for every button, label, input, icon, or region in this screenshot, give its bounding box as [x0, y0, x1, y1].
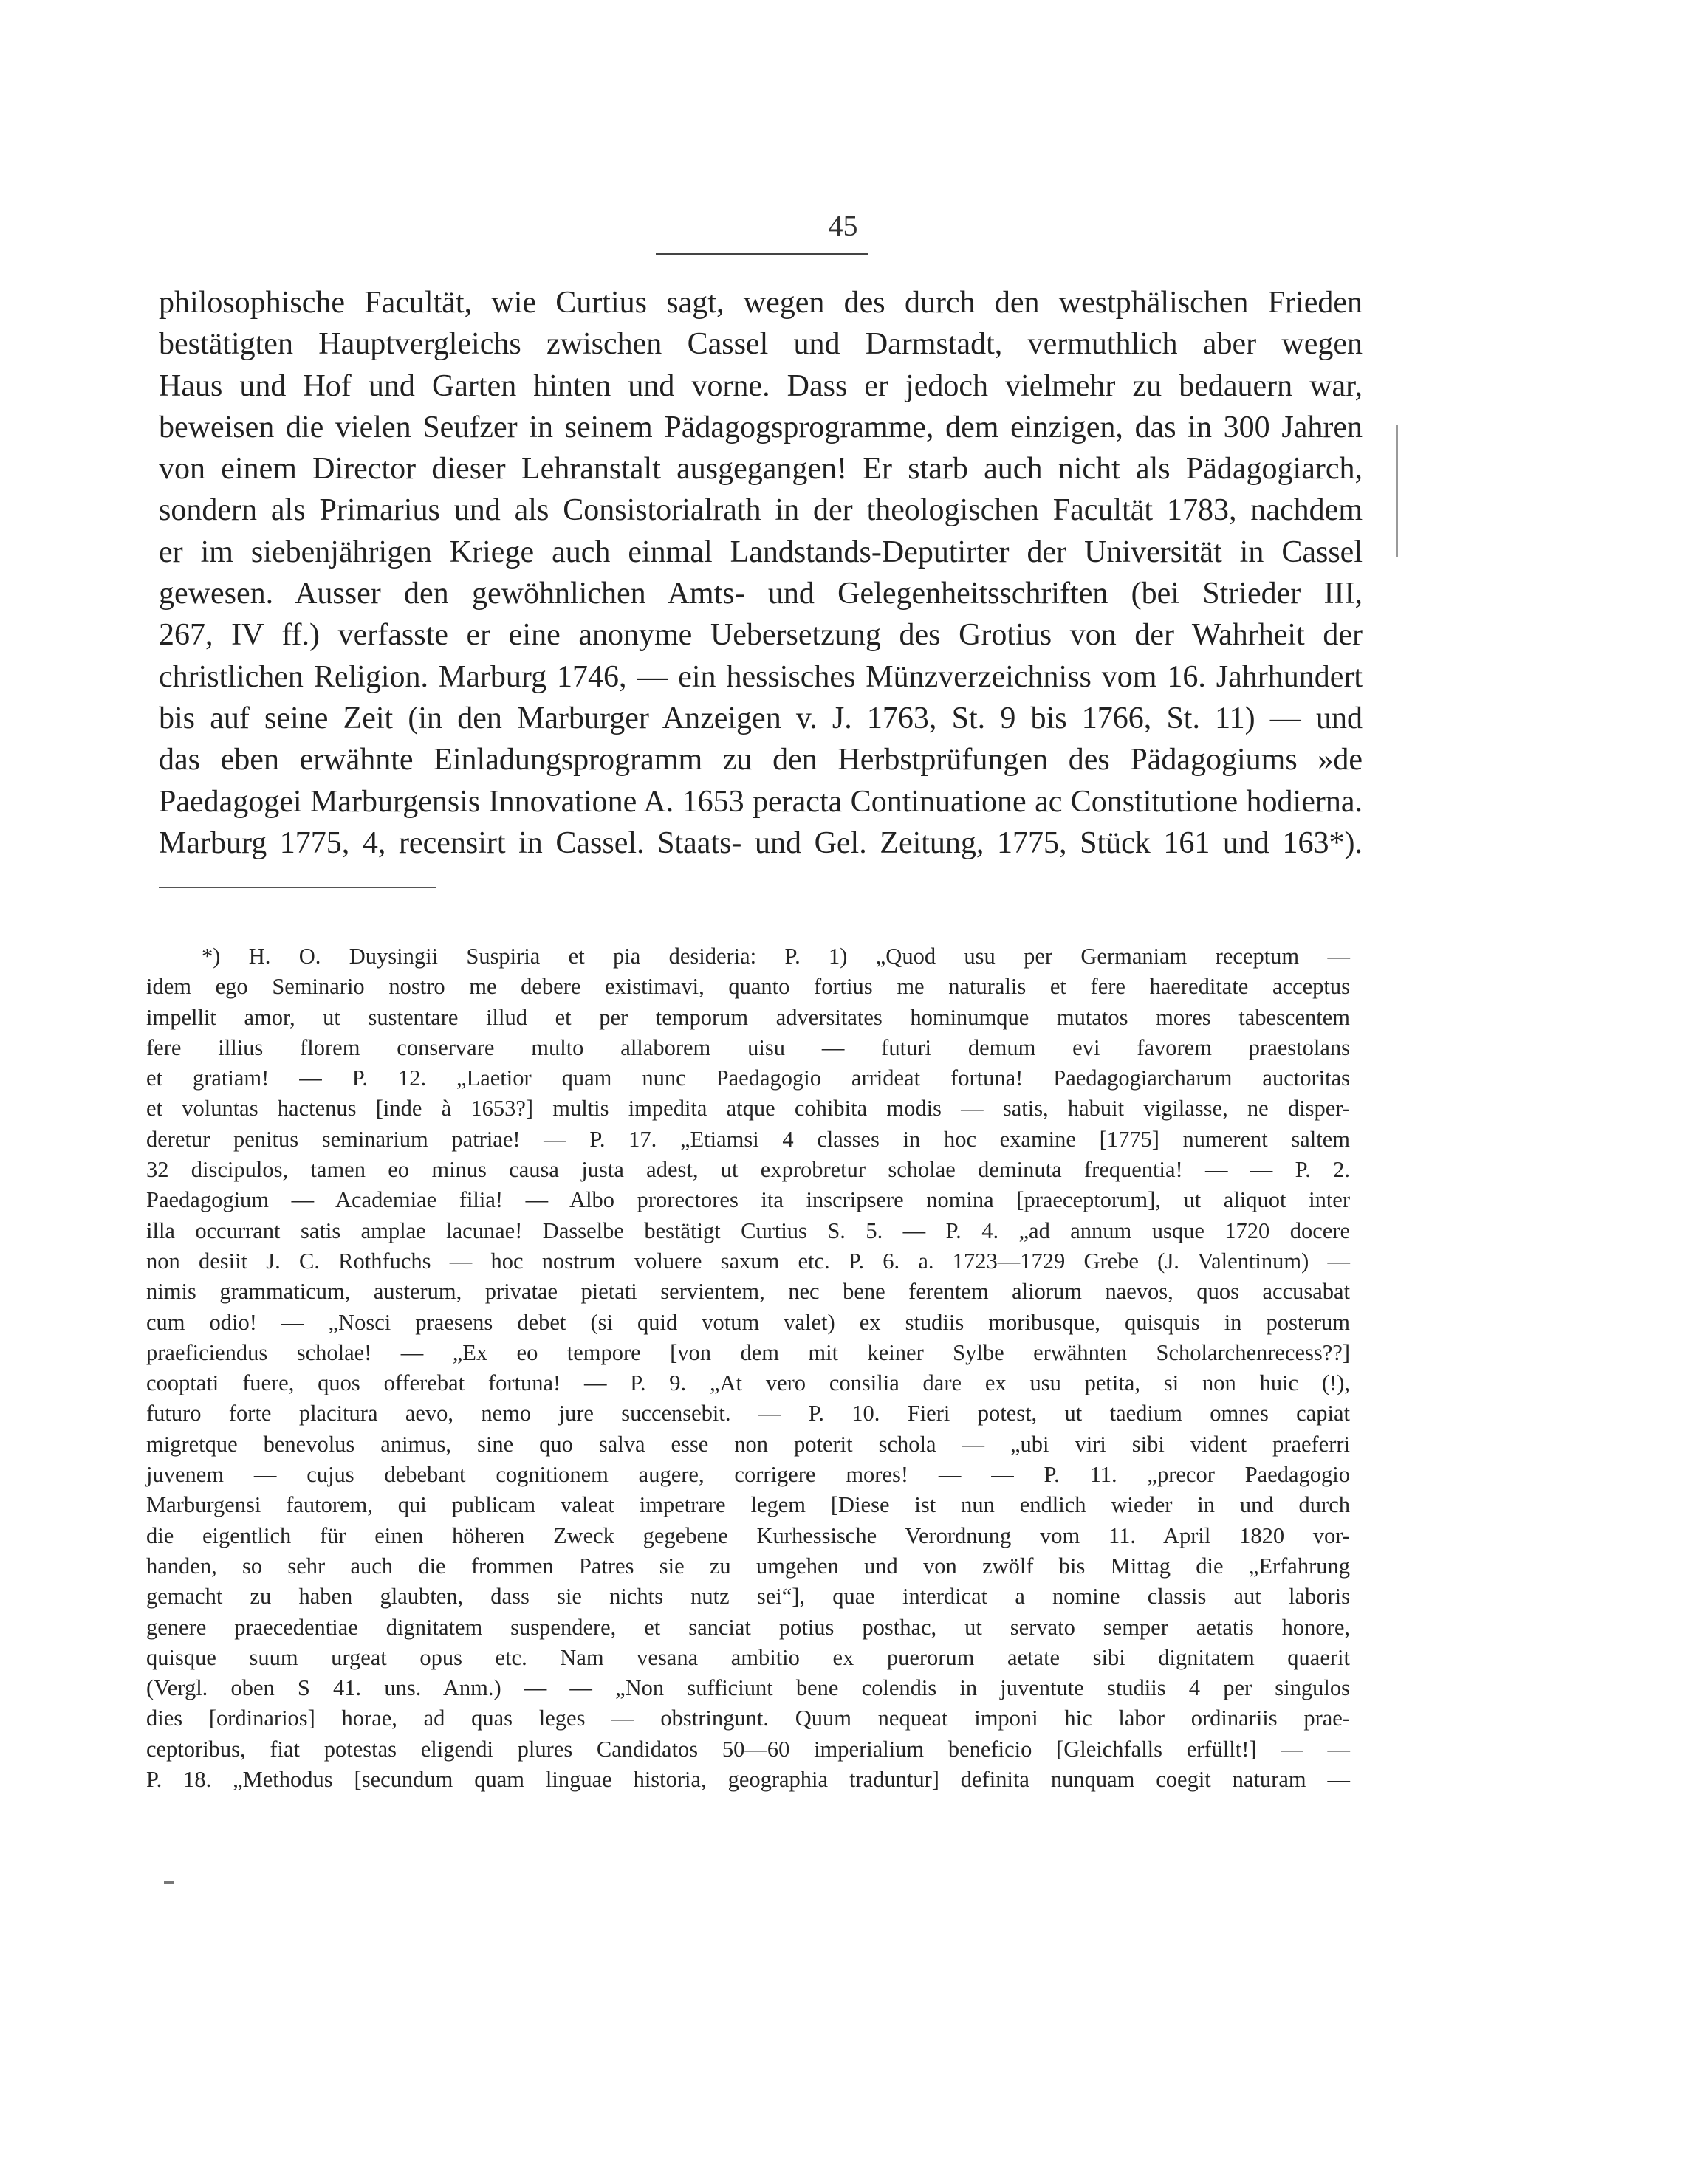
margin-mark — [1396, 425, 1398, 557]
main-text-line: sondern als Primarius und als Consistorialrath in der theologischen Facultät 1783, nachdem — [159, 493, 1363, 528]
footnote-line: deretur penitus seminarium patriae! — P. 17. „Etiamsi 4 classes in hoc examine [1775] numerent saltem — [146, 1126, 1350, 1152]
main-text-line: Haus und Hof und Garten hinten und vorne. Dass er jedoch vielmehr zu bedauern war, — [159, 368, 1363, 403]
footnote-line: (Vergl. oben S 41. uns. Anm.) — — „Non sufficiunt bene colendis in juventute studiis 4 per singulos — [146, 1675, 1350, 1701]
main-text-line: Paedagogei Marburgensis Innovatione A. 1653 peracta Continuatione ac Constitutione hodierna. — [159, 784, 1363, 819]
main-text-line: er im siebenjährigen Kriege auch einmal Landstands-Deputirter der Universität in Cassel — [159, 535, 1363, 569]
footnote-block — [146, 941, 1350, 1795]
footnote-line: et voluntas hactenus [inde à 1653?] multis impedita atque cohibita modis — satis, habuit vigilasse, ne disper- — [146, 1096, 1350, 1122]
footnote-line: idem ego Seminario nostro me debere existimavi, quanto fortius me naturalis et fere haereditate acceptus — [146, 974, 1350, 1000]
footnote-line: impellit amor, ut sustentare illud et per temporum adversitates hominumque mutatos mores tabescentem — [146, 1004, 1350, 1030]
main-text-line: gewesen. Ausser den gewöhnlichen Amts- und Gelegenheitsschriften (bei Strieder III, — [159, 577, 1363, 611]
footnote-line: quisque suum urgeat opus etc. Nam vesana ambitio ex puerorum aetate sibi dignitatem quaerit — [146, 1644, 1350, 1670]
footnote-line: non desiit J. C. Rothfuchs — hoc nostrum voluere saxum etc. P. 6. a. 1723—1729 Grebe (J. Valentinum) — — [146, 1248, 1350, 1274]
print-speck — [164, 1881, 174, 1884]
footnote-divider — [159, 887, 436, 888]
main-text-line: bis auf seine Zeit (in den Marburger Anzeigen v. J. 1763, St. 9 bis 1766, St. 11) — und — [159, 701, 1363, 735]
footnote-line: juvenem — cujus debebant cognitionem augere, corrigere mores! — — P. 11. „precor Paedagogio — [146, 1462, 1350, 1488]
main-text-line: philosophische Facultät, wie Curtius sagt, wegen des durch den westphälischen Frieden — [159, 286, 1363, 320]
main-text-block — [159, 282, 1363, 864]
footnote-line: die eigentlich für einen höheren Zweck gegebene Kurhessische Verordnung vom 11. April 1820 vor- — [146, 1522, 1350, 1548]
main-text-line: das eben erwähnte Einladungsprogramm zu den Herbstprüfungen des Pädagogiums »de — [159, 743, 1363, 777]
footnote-line: ceptoribus, fiat potestas eligendi plures Candidatos 50—60 imperialium beneficio [Gleichfalls erfüllt!] — — — [146, 1736, 1350, 1762]
footnote-line: praeficiendus scholae! — „Ex eo tempore [von dem mit keiner Sylbe erwähnten Scholarchenrecess??] — [146, 1339, 1350, 1365]
footnote-line: futuro forte placitura aevo, nemo jure succensebit. — P. 10. Fieri potest, ut taedium omnes capiat — [146, 1401, 1350, 1426]
footnote-line: et gratiam! — P. 12. „Laetior quam nunc Paedagogio arrideat fortuna! Paedagogiarcharum auctoritas — [146, 1065, 1350, 1091]
page-number: 45 — [828, 209, 858, 242]
footnote-line: Paedagogium — Academiae filia! — Albo prorectores ita inscripsere nomina [praeceptorum], ut aliquot inter — [146, 1187, 1350, 1213]
main-text-line: von einem Director dieser Lehranstalt ausgegangen! Er starb auch nicht als Pädagogiarch, — [159, 452, 1363, 487]
main-text-line: christlichen Religion. Marburg 1746, — ein hessisches Münzverzeichniss vom 16. Jahrhundert — [159, 659, 1363, 694]
footnote-line: illa occurrant satis amplae lacunae! Dasselbe bestätigt Curtius S. 5. — P. 4. „ad annum usque 1720 docere — [146, 1218, 1350, 1243]
footnote-line: dies [ordinarios] horae, ad quas leges — obstringunt. Quum nequeat imponi hic labor ordinariis prae- — [146, 1706, 1350, 1731]
footnote-line: cum odio! — „Nosci praesens debet (si quid votum valet) ex studiis moribusque, quisquis in posterum — [146, 1309, 1350, 1335]
footnote-line: migretque benevolus animus, sine quo salva esse non poterit schola — „ubi viri sibi vident praeferri — [146, 1431, 1350, 1457]
main-text-line: Marburg 1775, 4, recensirt in Cassel. Staats- und Gel. Zeitung, 1775, Stück 161 und 163*). — [159, 825, 1363, 860]
page-number-rule — [656, 253, 868, 255]
footnote-line: gemacht zu haben glaubten, dass sie nichts nutz sei“], quae interdicat a nomine classis aut laboris — [146, 1584, 1350, 1610]
footnote-line: 32 discipulos, tamen eo minus causa justa adest, ut exprobretur scholae deminuta frequentia! — — P. 2. — [146, 1157, 1350, 1183]
main-text-line: bestätigten Hauptvergleichs zwischen Cassel und Darmstadt, vermuthlich aber wegen — [159, 327, 1363, 362]
main-text-line: 267, IV ff.) verfasste er eine anonyme Uebersetzung des Grotius von der Wahrheit der — [159, 618, 1363, 653]
footnote-line: cooptati fuere, quos offerebat fortuna! — P. 9. „At vero consilia dare ex usu petita, si non huic (!), — [146, 1370, 1350, 1396]
footnote-line: Marburgensi fautorem, qui publicam valeat impetrare legem [Diese ist nun endlich wieder in und durch — [146, 1492, 1350, 1518]
footnote-line: fere illius florem conservare multo allaborem uisu — futuri demum evi favorem praestolans — [146, 1034, 1350, 1060]
footnote-line: P. 18. „Methodus [secundum quam linguae historia, geographia traduntur] definita nunquam coegit naturam — — [146, 1767, 1350, 1793]
footnote-line: nimis grammaticum, austerum, privatae pietati servientem, nec bene ferentem aliorum naevos, quos accusabat — [146, 1279, 1350, 1305]
footnote-line: *) H. O. Duysingii Suspiria et pia desideria: P. 1) „Quod usu per Germaniam receptum — — [202, 944, 1350, 969]
footnote-line: handen, so sehr auch die frommen Patres sie zu umgehen und von zwölf bis Mittag die „Erfahrung — [146, 1553, 1350, 1579]
main-text-line: beweisen die vielen Seufzer in seinem Pädagogsprogramme, dem einzigen, das in 300 Jahren — [159, 410, 1363, 444]
footnote-line: genere praecedentiae dignitatem suspendere, et sanciat potius posthac, ut servato semper aetatis honore, — [146, 1614, 1350, 1640]
